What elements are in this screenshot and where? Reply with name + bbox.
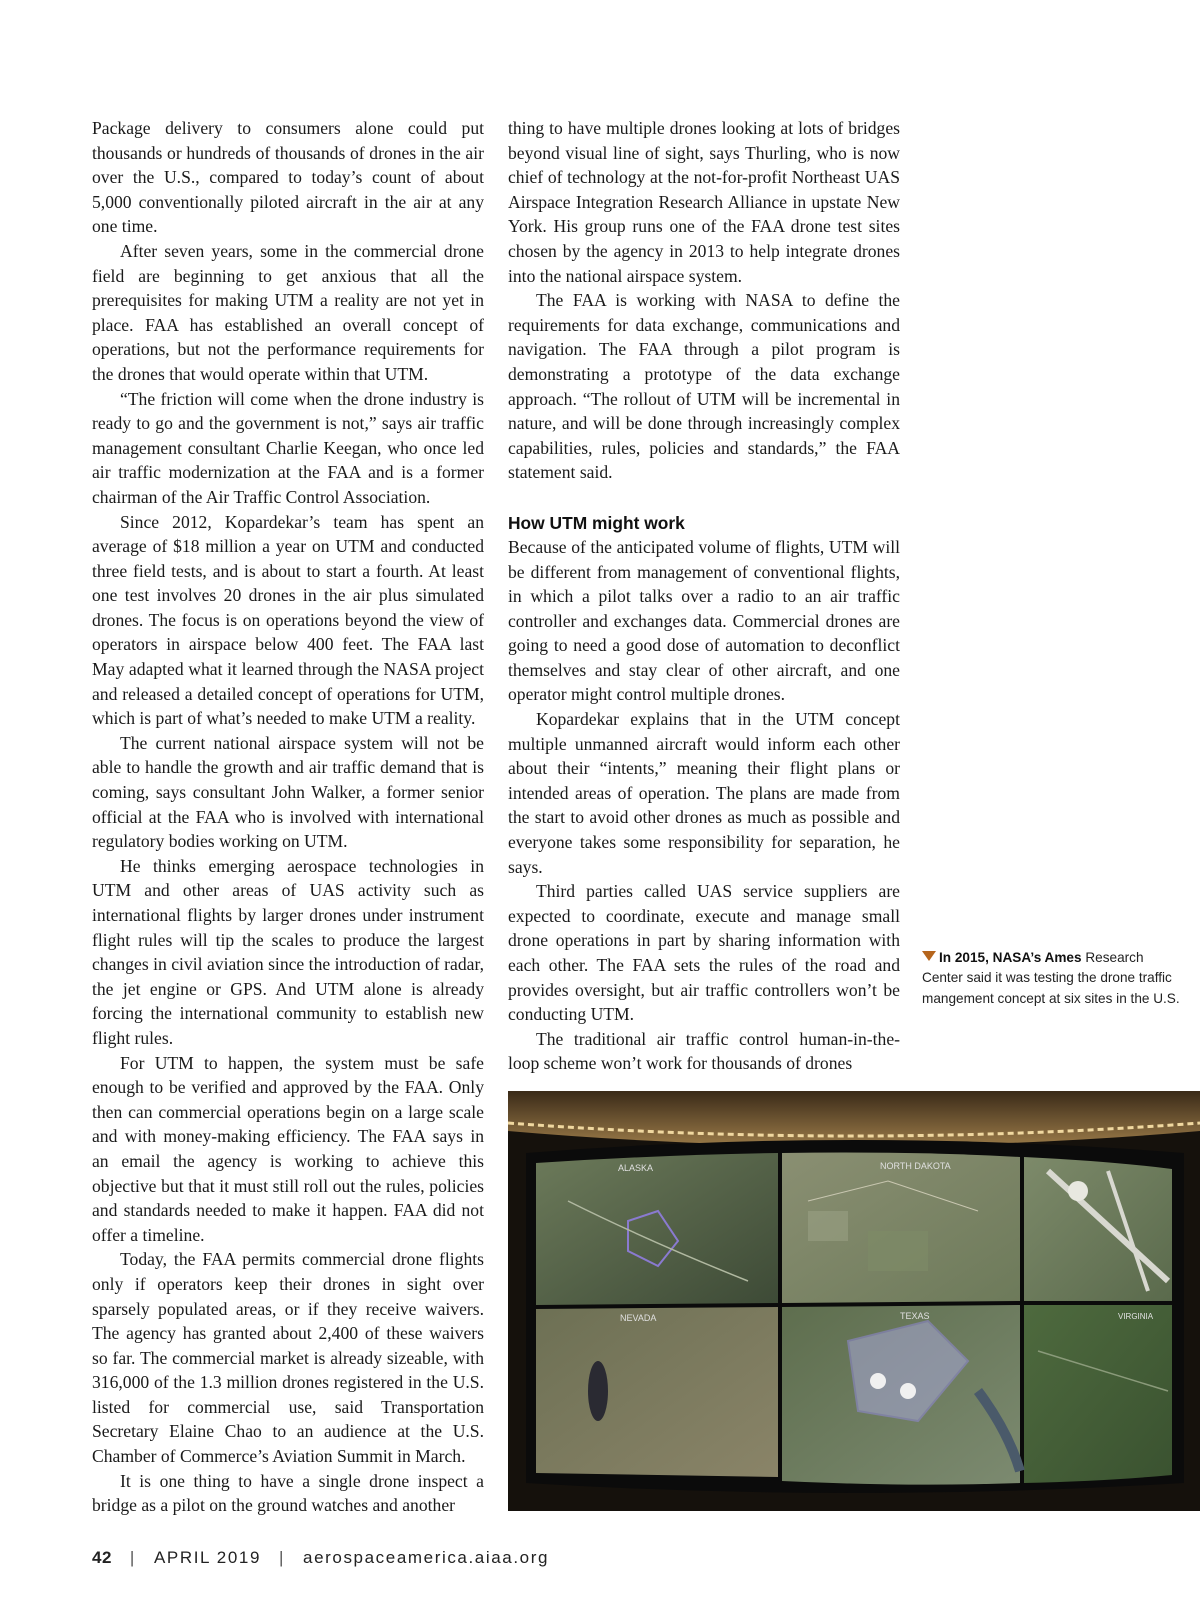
paragraph: “The friction will come when the drone industry is ready to go and the government is not,” says air traffic management consultant Charlie Keegan, who once led air traffic modernization at the FAA and is a former chairman of the Air Traffic Control Association. (92, 388, 484, 507)
website: aerospaceamerica.aiaa.org (303, 1548, 550, 1567)
screen-label-north-dakota: NORTH DAKOTA (880, 1161, 951, 1171)
article-column-right (508, 116, 900, 1076)
paragraph: The traditional air traffic control human-in-the-loop scheme won’t work for thousands of drones (508, 1028, 900, 1074)
photo-caption (922, 948, 1182, 1009)
paragraph: Kopardekar explains that in the UTM concept multiple unmanned aircraft would inform each other about their “intents,” meaning their flight plans or intended areas of operation. The plans are made from the start to avoid other drones as much as possible and everyone takes some responsibility for separation, he says. (508, 709, 900, 877)
paragraph: Since 2012, Kopardekar’s team has spent an average of $18 million a year on UTM and conducted three field tests, and is about to start a fourth. At least one test involves 20 drones in the air plus simulated drones. The focus is on operations beyond the view of operators in airspace below 400 feet. The FAA last May adapted what it learned through the NASA project and released a detailed concept of operations for UTM, which is part of what’s needed to make UTM a reality. (92, 511, 484, 729)
paragraph: The FAA is working with NASA to define the requirements for data exchange, communications and navigation. The FAA through a pilot program is demonstrating a prototype of the data exchange approach. “The rollout of UTM will be incremental in nature, and will be done through increasingly complex capabilities, rules, policies and standards,” the FAA statement said. (508, 290, 900, 483)
paragraph: The current national airspace system will not be able to handle the growth and air traffic demand that is coming, says consultant John Walker, a former senior official at the FAA who is involved with international regulatory bodies working on UTM. (92, 732, 484, 852)
screen-label-texas: TEXAS (900, 1311, 930, 1321)
caption-triangle-icon (922, 951, 936, 961)
section-heading: How UTM might work (508, 512, 685, 533)
paragraph: Package delivery to consumers alone could put thousands or hundreds of thousands of drones in the air over the U.S., compared to today’s count of about 5,000 conventionally piloted aircraft in the air at any one time. (92, 118, 484, 237)
page-number: 42 (92, 1548, 112, 1567)
paragraph: thing to have multiple drones looking at lots of bridges beyond visual line of sight, says Thurling, who is now chief of technology at the not-for-profit Northeast UAS Airspace Integration Research Alliance in upstate New York. His group runs one of the FAA drone test sites chosen by the agency in 2013 to help integrate drones into the national airspace system. (508, 118, 900, 286)
footer-separator: | (279, 1548, 286, 1567)
screen-label-virginia: VIRGINIA (1118, 1312, 1154, 1321)
control-room-photo (508, 1091, 1200, 1511)
page-footer (92, 1548, 549, 1568)
issue-date: APRIL 2019 (153, 1548, 261, 1567)
paragraph: For UTM to happen, the system must be safe enough to be verified and approved by the FAA. Only then can commercial operations begin on a large scale and with money-making efficiency. The FAA says in an email the agency is working to achieve this objective but that it must still roll out the rules, policies and standards needed to make it happen. FAA did not offer a timeline. (92, 1052, 484, 1245)
paragraph: After seven years, some in the commercial drone field are beginning to get anxious that all the prerequisites for making UTM a reality are not yet in place. FAA has established an overall concept of operations, but not the performance requirements for the drones that would operate within that UTM. (92, 240, 484, 384)
screen-label-alaska: ALASKA (618, 1163, 654, 1173)
paragraph: Third parties called UAS service suppliers are expected to coordinate, execute and manage small drone operations in part by sharing information with each other. The FAA sets the rules of the road and provides oversight, but air traffic controllers won’t be conducting UTM. (508, 881, 900, 1025)
paragraph: Because of the anticipated volume of flights, UTM will be different from management of conventional flights, in which a pilot talks over a radio to an air traffic controller and exchanges data. Commercial drones are going to need a good dose of automation to deconflict themselves and stay clear of other aircraft, and one operator might control multiple drones. (508, 536, 900, 705)
caption-text: Research Center said it was testing the drone traffic mangement concept at six sites in the U.S. (922, 950, 1180, 1006)
control-room-illustration (508, 1091, 1200, 1511)
caption-lead: In 2015, NASA’s Ames (939, 950, 1082, 965)
article-column-left (92, 116, 484, 1518)
screen-label-nevada: NEVADA (620, 1313, 657, 1323)
footer-separator: | (129, 1548, 136, 1567)
paragraph: Today, the FAA permits commercial drone flights only if operators keep their drones in sight over sparsely populated areas, or if they receive waivers. The agency has granted about 2,400 of these waivers so far. The commercial market is already sizeable, with 316,000 of the 1.3 million drones registered in the U.S. listed for commercial use, said Transportation Secretary Elaine Chao to an audience at the U.S. Chamber of Commerce’s Aviation Summit in March. (92, 1249, 484, 1467)
paragraph: He thinks emerging aerospace technologies in UTM and other areas of UAS activity such as international flights by larger drones under instrument flight rules will tip the scales to produce the largest changes in civil aviation since the introduction of radar, the jet engine or GPS. And UTM alone is already forcing the international community to establish new flight rules. (92, 855, 484, 1048)
paragraph: It is one thing to have a single drone inspect a bridge as a pilot on the ground watches and another (92, 1470, 484, 1516)
